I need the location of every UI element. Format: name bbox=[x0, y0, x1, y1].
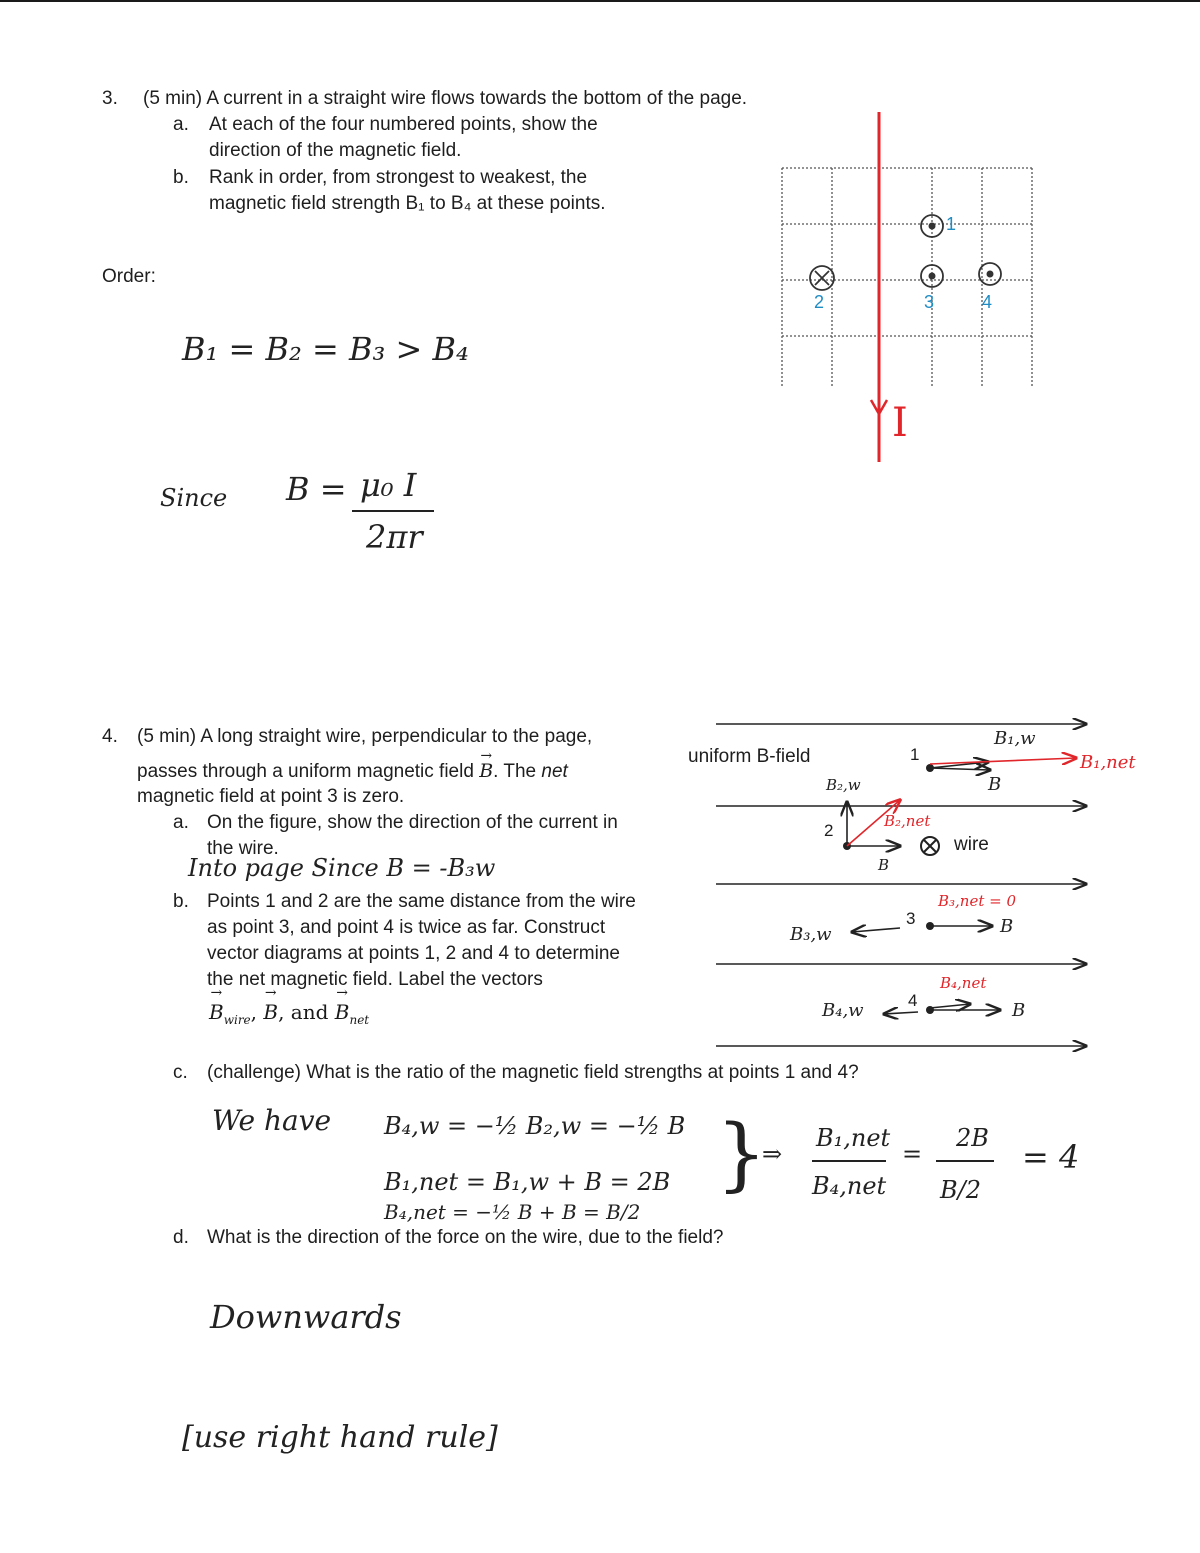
formula-lhs: B = bbox=[286, 470, 347, 508]
q3b-letter: b. bbox=[173, 167, 189, 188]
q4b-line3: vector diagrams at points 1, 2 and 4 to determine bbox=[207, 943, 620, 964]
q4c-implies: ⇒ bbox=[762, 1140, 783, 1168]
lbl-B2w: B₂,w bbox=[826, 776, 861, 794]
lbl-B3w: B₃,w bbox=[790, 924, 832, 945]
q4c-eq-sign: = bbox=[902, 1140, 923, 1168]
wire-label: wire bbox=[954, 834, 989, 855]
q4b-vector-labels: → $B_{wire}$, → B, and → $B_{net}$ bbox=[209, 1000, 369, 1027]
sub-net: net bbox=[349, 1013, 370, 1027]
sub-wire: wire bbox=[223, 1013, 251, 1027]
q4b-letter: b. bbox=[173, 891, 189, 912]
vec-B-net: → B bbox=[335, 1000, 350, 1024]
q4a-answer: Into page Since B = -B₃w bbox=[188, 854, 496, 882]
q4a-line1: On the figure, show the direction of the current in bbox=[207, 812, 618, 833]
lbl-B1w: B₁,w bbox=[994, 728, 1036, 749]
q4d-letter: d. bbox=[173, 1227, 189, 1248]
lbl-B4w: B₄,w bbox=[822, 1000, 864, 1021]
q4-line2-net: net bbox=[541, 761, 568, 782]
q4-line2-pre: passes through a uniform magnetic field bbox=[137, 761, 474, 782]
q4c-brace: } bbox=[716, 1107, 767, 1200]
q4-line1: (5 min) A long straight wire, perpendicular to the page, bbox=[137, 726, 593, 747]
q4d-note: [use right hand rule] bbox=[182, 1420, 498, 1455]
current-label: I bbox=[892, 400, 908, 446]
fig-point-2: 2 bbox=[824, 821, 834, 840]
q3b-line1: Rank in order, from strongest to weakest, the bbox=[209, 167, 588, 188]
grid-point-4: 4 bbox=[982, 292, 993, 312]
q4-number: 4. bbox=[102, 726, 118, 747]
grid-point-1: 1 bbox=[946, 214, 957, 234]
q4d-answer: Downwards bbox=[210, 1298, 402, 1336]
q4c-ratio-bar bbox=[812, 1160, 886, 1162]
q4b-line1: Points 1 and 2 are the same distance from the wire bbox=[207, 891, 636, 912]
q4c-frac-bar bbox=[936, 1160, 994, 1162]
q3-prompt: (5 min) A current in a straight wire flows towards the bottom of the page. bbox=[143, 88, 748, 109]
lbl-B3net: B₃,net = 0 bbox=[938, 892, 1017, 910]
q4c-frac-den: B/2 bbox=[940, 1176, 981, 1204]
q4c-frac-num: 2B bbox=[956, 1124, 989, 1152]
q4b-line2: as point 3, and point 4 is twice as far. Construct bbox=[207, 917, 606, 938]
lbl-B-pt3: B bbox=[1000, 916, 1014, 937]
q4a-line2: the wire. bbox=[207, 838, 279, 859]
q4c-we-have: We have bbox=[212, 1104, 332, 1137]
order-label: Order: bbox=[102, 266, 156, 287]
q4d-text: What is the direction of the force on the wire, due to the field? bbox=[207, 1227, 724, 1248]
lbl-B-pt2: B bbox=[878, 856, 890, 874]
grid-point-3: 3 bbox=[924, 292, 935, 312]
q4b-line4: the net magnetic field. Label the vectors bbox=[207, 969, 543, 990]
fig-point-1: 1 bbox=[910, 745, 920, 764]
vec-B: → B bbox=[263, 1000, 278, 1024]
q3b-line2: magnetic field strength B₁ to B₄ at these points. bbox=[209, 193, 606, 214]
fig-point-4: 4 bbox=[908, 991, 918, 1010]
q4c-eq3: B₄,net = −½ B + B = B/2 bbox=[384, 1200, 641, 1224]
vec-B-wire: → B bbox=[209, 1000, 224, 1024]
q4-line2-mid: . The bbox=[493, 761, 537, 782]
formula-numerator: μ₀ I bbox=[360, 466, 417, 504]
grid-point-2: 2 bbox=[814, 292, 825, 312]
answer-order: B₁ = B₂ = B₃ > B₄ bbox=[182, 330, 469, 368]
lbl-B-pt4: B bbox=[1012, 1000, 1026, 1021]
formula-denominator: 2πr bbox=[366, 518, 423, 556]
q4c-ratio-num: B₁,net bbox=[816, 1124, 891, 1152]
field-label: uniform B-field bbox=[688, 746, 811, 767]
q3-number: 3. bbox=[102, 88, 118, 109]
lbl-B1net: B₁,net bbox=[1080, 752, 1136, 773]
q4c-text: (challenge) What is the ratio of the magnetic field strengths at points 1 and 4? bbox=[207, 1062, 859, 1083]
q3a-letter: a. bbox=[173, 114, 189, 135]
q4c-letter: c. bbox=[173, 1062, 188, 1083]
q4-line3: magnetic field at point 3 is zero. bbox=[137, 786, 405, 807]
lbl-B4net: B₄,net bbox=[940, 974, 987, 992]
q4c-result: = 4 bbox=[1022, 1138, 1080, 1176]
q4a-letter: a. bbox=[173, 812, 189, 833]
q3a-line2: direction of the magnetic field. bbox=[209, 140, 462, 161]
q4c-ratio-den: B₄,net bbox=[812, 1172, 887, 1200]
since-label: Since bbox=[160, 484, 228, 512]
q4-line2-B: → B bbox=[479, 758, 493, 784]
q4c-eq1: B₄,w = −½ B₂,w = −½ B bbox=[384, 1112, 686, 1140]
fig-point-3: 3 bbox=[906, 909, 916, 928]
q4c-eq2: B₁,net = B₁,w + B = 2B bbox=[384, 1168, 671, 1196]
lbl-B-pt1: B bbox=[988, 774, 1002, 795]
q3a-line1: At each of the four numbered points, show the bbox=[209, 114, 598, 135]
lbl-B2net: B₂,net bbox=[884, 812, 931, 830]
